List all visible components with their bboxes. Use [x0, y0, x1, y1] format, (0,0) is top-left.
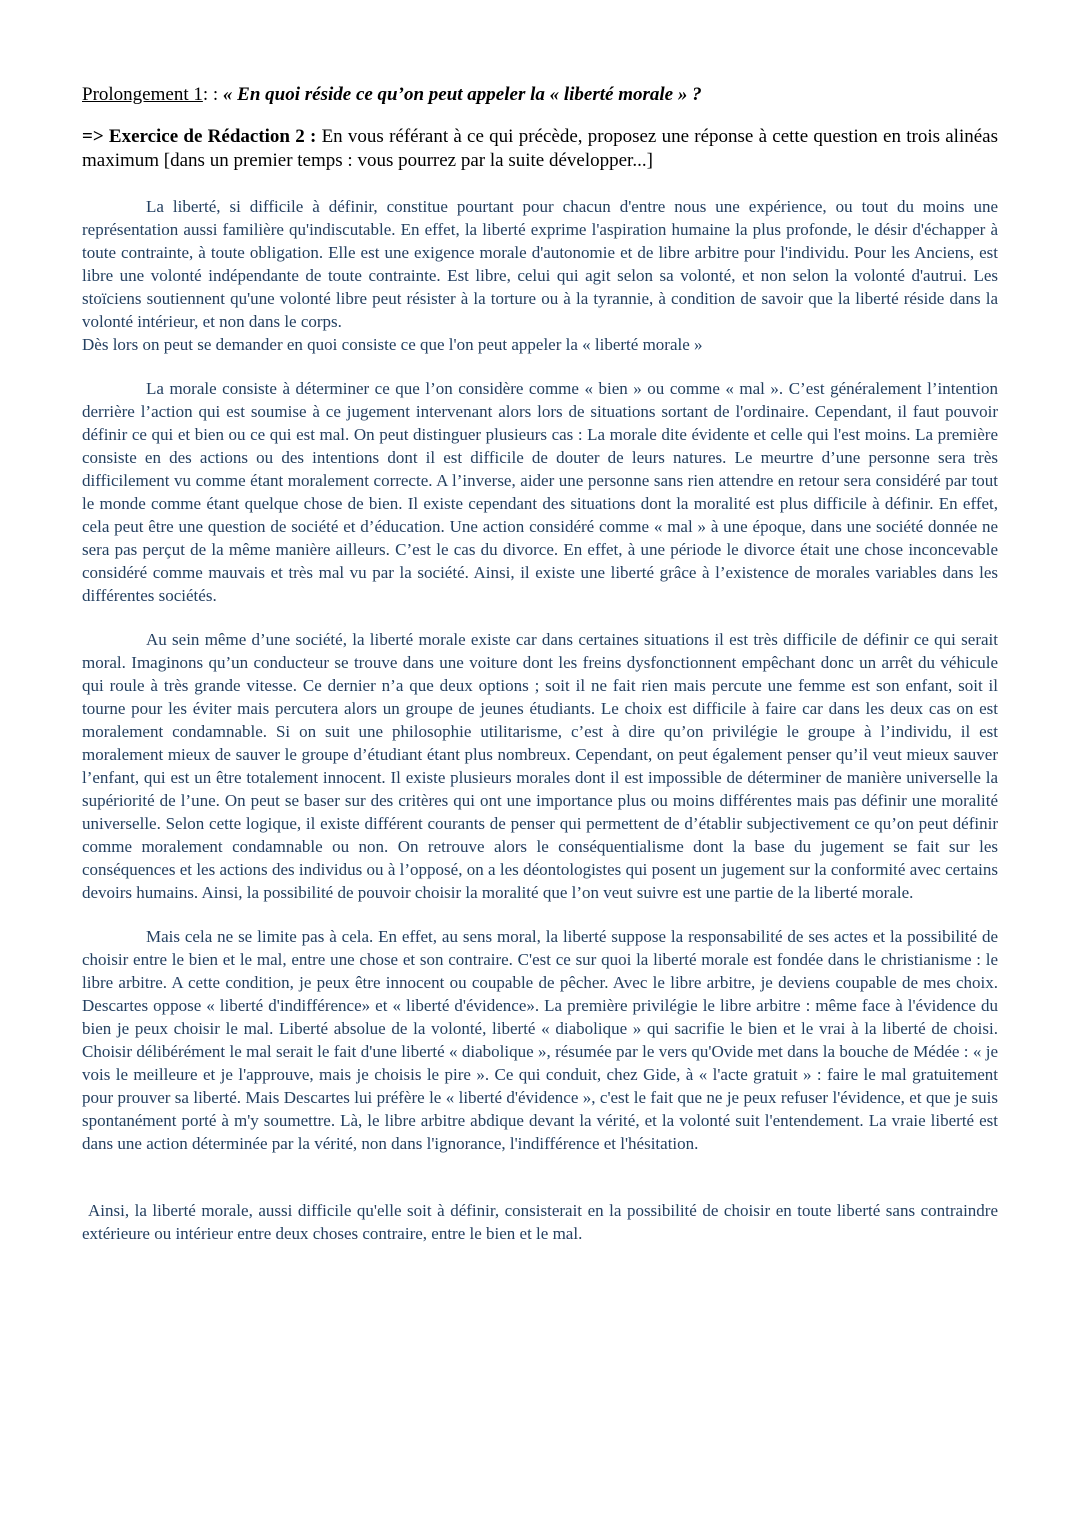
- essay-body: [82, 195, 998, 1245]
- paragraph-conclusion: Ainsi, la liberté morale, aussi difficile qu'elle soit à définir, consisterait en la possibilité de choisir en toute liberté sans contraindre extérieure ou intérieur entre deux choses contraire, entre le bien et le mal.: [82, 1201, 998, 1243]
- paragraph-gap: [82, 904, 998, 925]
- paragraph-part2: Au sein même d’une société, la liberté morale existe car dans certaines situations il est très difficile de définir ce qui serait moral. Imaginons qu’un conducteur se trouve dans une voiture dont les freins dysfonctionnent empêchant donc un arrêt du véhicule qui roule à très grande vitesse. Ce dernier n’a que deux options ; soit il ne fait rien mais percute une femme est son enfant, soit il tourne pour les éviter mais percutera alors un groupe de jeunes étudiants. Le choix est difficile à faire car dans les deux cas on est moralement condamnable. Si on suit une philosophie utilitarisme, c’est à dire qu’on privilégie le groupe à l’individu, il est moralement mieux de sauver le groupe d’étudiant étant plus nombreux. Cependant, on peut également penser qu’il veut mieux sauver l’enfant, qui est un être totalement innocent. Il existe plusieurs morales dont il est impossible de déterminer de manière universelle la supériorité de l’une. On peut se baser sur des critères qui ont une importance plus ou moins différentes mais pas définir une moralité universelle. Selon cette logique, il existe différent courants de penser qui permettent de d’établir subjectivement ce qu’on peut définir comme moralement condamnable ou non. On retrouve alors le conséquentialisme dont la base du jugement se fait sur les conséquences et les actions des individus ou à l’opposé, on a les déontologistes qui posent un jugement sur la conformité avec certains devoirs humains. Ainsi, la possibilité de pouvoir choisir la moralité que l’on veut suivre est une partie de la liberté morale.: [82, 630, 998, 902]
- heading-separator: : :: [202, 84, 223, 105]
- paragraph-gap: [82, 356, 998, 377]
- exercise-instruction: [82, 125, 998, 173]
- heading-question: « En quoi réside ce qu’on peut appeler la « liberté morale » ?: [222, 84, 702, 105]
- paragraph-gap: [82, 1155, 998, 1199]
- paragraph-part1: La morale consiste à déterminer ce que l’on considère comme « bien » ou comme « mal ». C’est généralement l’intention derrière l’action qui est soumise à ce jugement intervenant alors lors de situations sortant de l'ordinaire. Cependant, il faut pouvoir définir ce qui et bien ou ce qui est mal. On peut distinguer plusieurs cas : La morale dite évidente et celle qui l'est moins. La première consiste en des actions ou des intentions dont il est difficile de douter de leurs natures. Le meurtre d’une personne sera très difficilement vu comme étant moralement correcte. A l’inverse, aider une personne sans rien attendre en retour sera considéré par tout le monde comme étant quelque chose de bien. Il existe cependant des situations dont la moralité est plus difficile à définir. En effet, cela peut être une question de société et d’éducation. Une action considéré comme « mal » à une époque, dans une société donnée ne sera pas perçut de la même manière ailleurs. C’est le cas du divorce. En effet, à une période le divorce était une chose inconcevable considéré comme mauvais et très mal vu par la société. Ainsi, il existe une liberté grâce à l’existence de morales variables dans les différentes sociétés.: [82, 379, 998, 605]
- heading-label: Prolongement 1: [82, 84, 203, 105]
- exercise-title: => Exercice de Rédaction 2 :: [82, 126, 317, 147]
- paragraph-intro: La liberté, si difficile à définir, constitue pourtant pour chacun d'entre nous une expérience, ou tout du moins une représentation aussi familière qu'indiscutable. En effet, la liberté exprime l'aspiration humaine la plus profonde, le désir d'échapper à toute contrainte, à toute obligation. Elle est une exigence morale d'autonomie et de libre arbitre pour l'individu. Pour les Anciens, est libre une volonté indépendante de toute contrainte. Est libre, celui qui agit selon sa volonté, et non selon la volonté d'autrui. Les stoïciens soutiennent qu'une volonté libre peut résister à la torture ou à la tyrannie, à condition de savoir que la liberté réside dans la volonté intérieur, et non dans le corps.: [82, 197, 998, 331]
- paragraph-part3: Mais cela ne se limite pas à cela. En effet, au sens moral, la liberté suppose la responsabilité de ses actes et la possibilité de choisir entre le bien et le mal, entre une chose et son contraire. C'est ce sur quoi la liberté morale est fondée dans le christianisme : le libre arbitre. A cette condition, je peux être innocent ou coupable de pêcher. Avec le libre arbitre, je deviens coupable de mes choix. Descartes oppose « liberté d'indifférence» et « liberté d'évidence». La première privilégie le libre arbitre : même face à l'évidence du bien je peux choisir le mal. Liberté absolue de la volonté, liberté « diabolique » qui sacrifie le bien et le vrai à la liberté de choisi. Choisir délibérément le mal serait le fait d'une liberté « diabolique », résumée par le vers qu'Ovide met dans la bouche de Médée : « je vois le meilleure et je l'approuve, mais je choisis le pire ». Ce qui conduit, chez Gide, à « l'acte gratuit » : faire le mal gratuitement pour prouver sa liberté. Mais Descartes lui préfère le « liberté d'évidence », c'est le fait que ne je peux refuser l'évidence, et que je suis spontanément porté à m'y soumettre. Là, le libre arbitre abdique devant la vérité, et la volonté suit l'entendement. La vraie liberté est dans une action déterminée par la vérité, non dans l'ignorance, l'indifférence et l'hésitation.: [82, 927, 998, 1153]
- paragraph-problem: Dès lors on peut se demander en quoi consiste ce que l'on peut appeler la « liberté morale »: [82, 335, 703, 354]
- prolongement-heading: [82, 82, 998, 108]
- exercise-text: En vous référant à ce qui précède, proposez une réponse à cette question en trois alinéas maximum [dans un premier temps : vous pourrez par la suite développer...]: [82, 126, 998, 171]
- paragraph-gap: [82, 607, 998, 628]
- document-page: [82, 82, 998, 1245]
